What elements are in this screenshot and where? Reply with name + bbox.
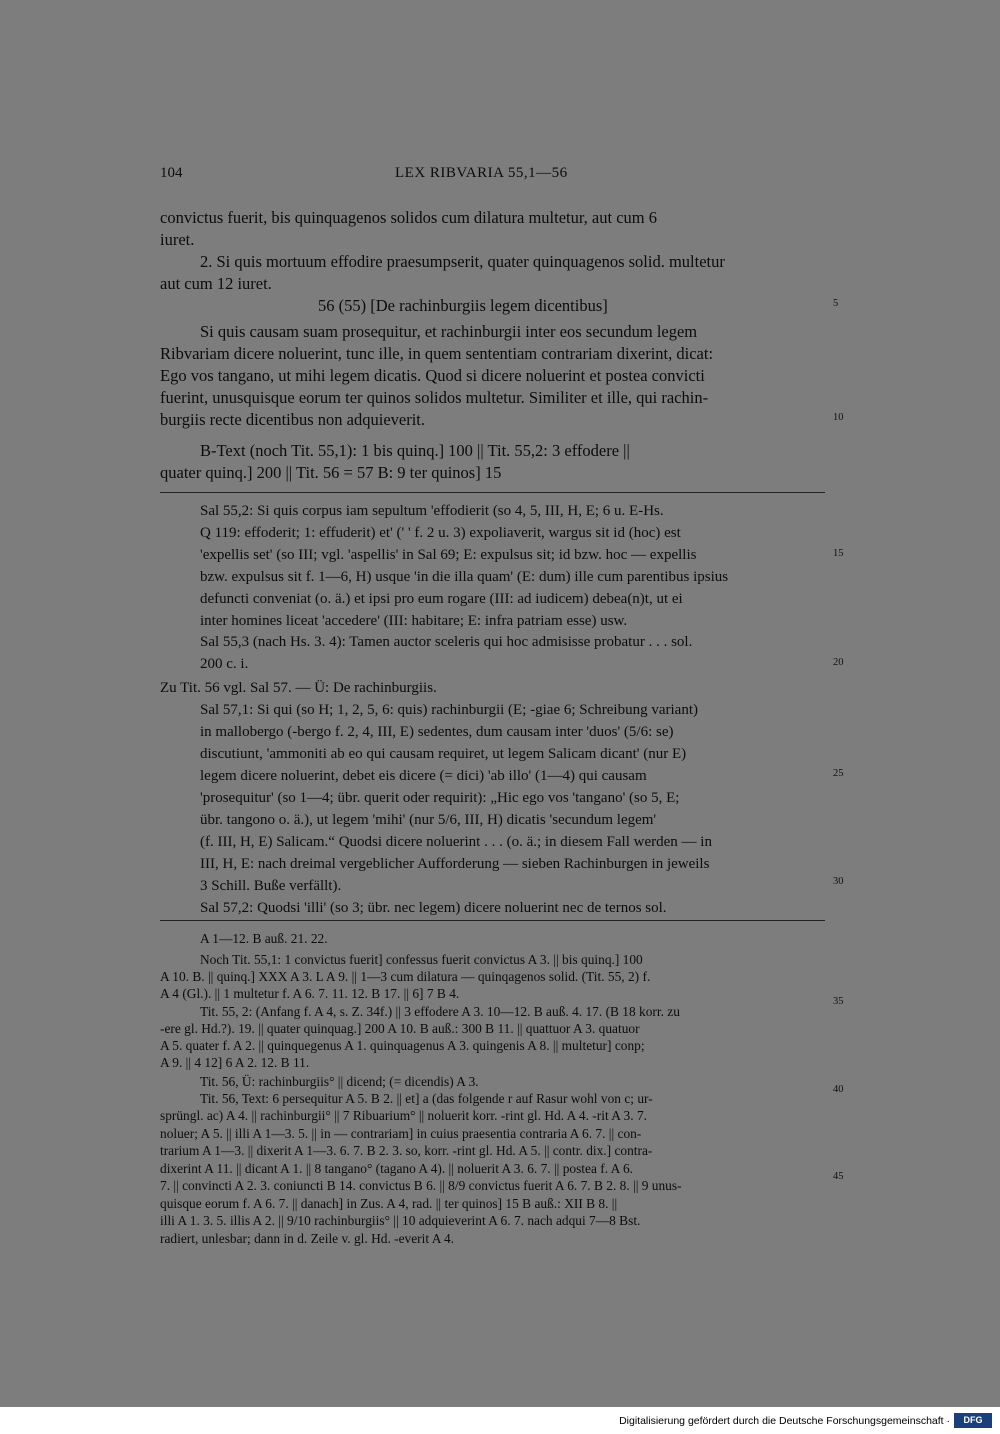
apparatus-line: A 10. B. || quinq.] XXX A 3. L A 9. || 1—3 cum dilatura — quinqagenos solid. (Tit. 55, 2) f. [160,969,651,984]
b-text-line: B-Text (noch Tit. 55,1): 1 bis quinq.] 100 || Tit. 55,2: 3 effodere || [200,441,630,460]
commentary-line: Sal 57,1: Si qui (so H; 1, 2, 5, 6: quis) rachinburgii (E; -giae 6; Schreibung variant) [200,702,698,718]
apparatus-line: sprüngl. ac) A 4. || rachinburgii° || 7 Ribuarium° || noluerit korr. -rint gl. Hd. A 4. -rit A 3. 7. [160,1108,647,1123]
commentary-line: 200 c. i. [200,656,249,672]
commentary-line: Sal 55,3 (nach Hs. 3. 4): Tamen auctor sceleris qui hoc admisisse probatur . . . sol. [200,634,693,650]
main-text-line: 2. Si quis mortuum effodire praesumpserit, quater quinquagenos solid. multetur [200,252,725,271]
commentary-line: Sal 57,2: Quodsi 'illi' (so 3; übr. nec legem) dicere noluerint nec de ternos sol. [200,900,667,916]
line-number: 15 [833,548,844,559]
line-number: 10 [833,412,844,423]
apparatus-line: Tit. 56, Ü: rachinburgiis° || dicend; (= dicendis) A 3. [200,1074,479,1089]
line-number: 30 [833,876,844,887]
apparatus-line: noluer; A 5. || illi A 1—3. 5. || in — contrariam] in cuius praesentia contraria A 6. 7. || con- [160,1126,642,1141]
apparatus-line: Tit. 56, Text: 6 persequitur A 5. B 2. || et] a (das folgende r auf Rasur wohl von c; ur- [200,1091,653,1106]
commentary-line: bzw. expulsus sit f. 1—6, H) usque 'in die illa quam' (E: dum) ille cum parentibus ipsius [200,569,729,585]
apparatus-line: illi A 1. 3. 5. illis A 2. || 9/10 rachinburgiis° || 10 adquieverint A 6. 7. nach adqui 7—8 Bst. [160,1213,641,1228]
apparatus-line: Tit. 55, 2: (Anfang f. A 4, s. Z. 34f.) || 3 effodere A 3. 10—12. B auß. 4. 17. (B 18 korr. zu [200,1004,680,1019]
commentary-line: in mallobergo (-bergo f. 2, 4, III, E) sedentes, dum causam inter 'duos' (5/6: se) [200,724,674,740]
funding-notice: Digitalisierung gefördert durch die Deutsche Forschungsgemeinschaft · [619,1415,950,1427]
running-title: LEX RIBVARIA 55,1—56 [395,165,568,181]
apparatus-line: trarium A 1—3. || dixerit A 1—3. 6. 7. B 2. 3. so, korr. -rint gl. Hd. A 5. || contr. dix.] contra- [160,1143,653,1158]
b-text-line: quater quinq.] 200 || Tit. 56 = 57 B: 9 ter quinos] 15 [160,463,502,482]
apparatus-line: Noch Tit. 55,1: 1 convictus fuerit] confessus fuerit convictus A 3. || bis quinq.] 100 [200,952,643,967]
commentary-line: Zu Tit. 56 vgl. Sal 57. — Ü: De rachinburgiis. [160,680,437,696]
commentary-line: III, H, E: nach dreimal vergeblicher Aufforderung — sieben Rachinburgen in jeweils [200,856,710,872]
line-number: 25 [833,768,844,779]
main-text-line: Si quis causam suam prosequitur, et rachinburgii inter eos secundum legem [200,322,698,341]
apparatus-line: 7. || convincti A 2. 3. coniuncti B 14. convictus B 6. || 8/9 convictus fuerit A 6. 7. B 2. 8. || 9 unus- [160,1178,682,1193]
commentary-line: 3 Schill. Buße verfällt). [200,878,342,894]
section-divider [160,492,825,493]
commentary-line: übr. tangono o. ä.), ut legem 'mihi' (nur 5/6, III, H) dicatis 'secundum legem' [200,812,657,828]
commentary-line: legem dicere noluerint, debet eis dicere (= dici) 'ab illo' (1—4) qui causam [200,768,647,784]
main-text-line: iuret. [160,230,195,249]
apparatus-line: A 4 (Gl.). || 1 multetur f. A 6. 7. 11. 12. B 17. || 6] 7 B 4. [160,986,460,1001]
line-number: 35 [833,996,844,1007]
line-number: 5 [833,298,839,309]
main-text-line: convictus fuerit, bis quinquagenos solidos cum dilatura multetur, aut cum 6 [160,208,657,227]
main-text-line: Ego vos tangano, ut mihi legem dicatis. Quod si dicere noluerint et postea convicti [160,366,705,385]
commentary-line: 'prosequitur' (so 1—4; übr. querit oder requirit): „Hic ego vos 'tangano' (so 5, E; [200,790,680,806]
apparatus-line: A 1—12. B auß. 21. 22. [200,931,328,946]
apparatus-line: -ere gl. Hd.?). 19. || quater quinquag.] 200 A 10. B auß.: 300 B 11. || quattuor A 3. quatuor [160,1021,640,1036]
footer-bar [0,1407,1000,1434]
commentary-line: Q 119: effoderit; 1: effuderit) et' (' ' f. 2 u. 3) expoliaverit, wargus sit id (hoc) est [200,525,681,541]
apparatus-line: dixerint A 11. || dicant A 1. || 8 tangano° (tagano A 4). || noluerit A 3. 6. 7. || postea f. A 6. [160,1161,633,1176]
apparatus-line: radiert, unlesbar; dann in d. Zeile v. gl. Hd. -everit A 4. [160,1231,455,1246]
commentary-line: Sal 55,2: Si quis corpus iam sepultum 'effodierit (so 4, 5, III, H, E; 6 u. E-Hs. [200,503,664,519]
apparatus-line: A 9. || 4 12] 6 A 2. 12. B 11. [160,1055,310,1070]
commentary-line: (f. III, H, E) Salicam.“ Quodsi dicere noluerint . . . (o. ä.; in diesem Fall werden — in [200,834,712,850]
dfg-logo[interactable]: DFG [954,1413,992,1428]
apparatus-line: quisque eorum f. A 6. 7. || danach] in Zus. A 4, rad. || ter quinos] 15 B auß.: XII B 8. || [160,1196,618,1211]
commentary-line: inter homines liceat 'accedere' (III: habitare; E: infra patriam esse) usw. [200,613,628,629]
commentary-line: defuncti conveniat (o. ä.) et ipsi pro eum rogare (III: ad iudicem) debea(n)t, ut ei [200,591,683,607]
section-divider [160,920,825,921]
main-text-line: aut cum 12 iuret. [160,274,272,293]
commentary-line: 'expellis set' (so III; vgl. 'aspellis' in Sal 69; E: expulsus sit; id bzw. hoc — expellis [200,547,697,563]
commentary-line: discutiunt, 'ammoniti ab eo qui causam requiret, ut legem Salicam dicant' (nur E) [200,746,687,762]
page-number: 104 [160,165,183,181]
main-text-line: fuerint, unusquisque eorum ter quinos solidos multetur. Similiter et ille, qui rachin- [160,388,709,407]
line-number: 45 [833,1171,844,1182]
main-text-line: burgiis recte dicentibus non adquieverit. [160,410,425,429]
main-text-line: Ribvariam dicere noluerint, tunc ille, in quem sententiam contrariam dixerint, dicat: [160,344,714,363]
line-number: 20 [833,657,844,668]
line-number: 40 [833,1084,844,1095]
section-heading: 56 (55) [De rachinburgiis legem dicentibus] [318,296,608,315]
apparatus-line: A 5. quater f. A 2. || quinquegenus A 1. quinquagenus A 3. quingenis A 8. || multetur] conp; [160,1038,645,1053]
